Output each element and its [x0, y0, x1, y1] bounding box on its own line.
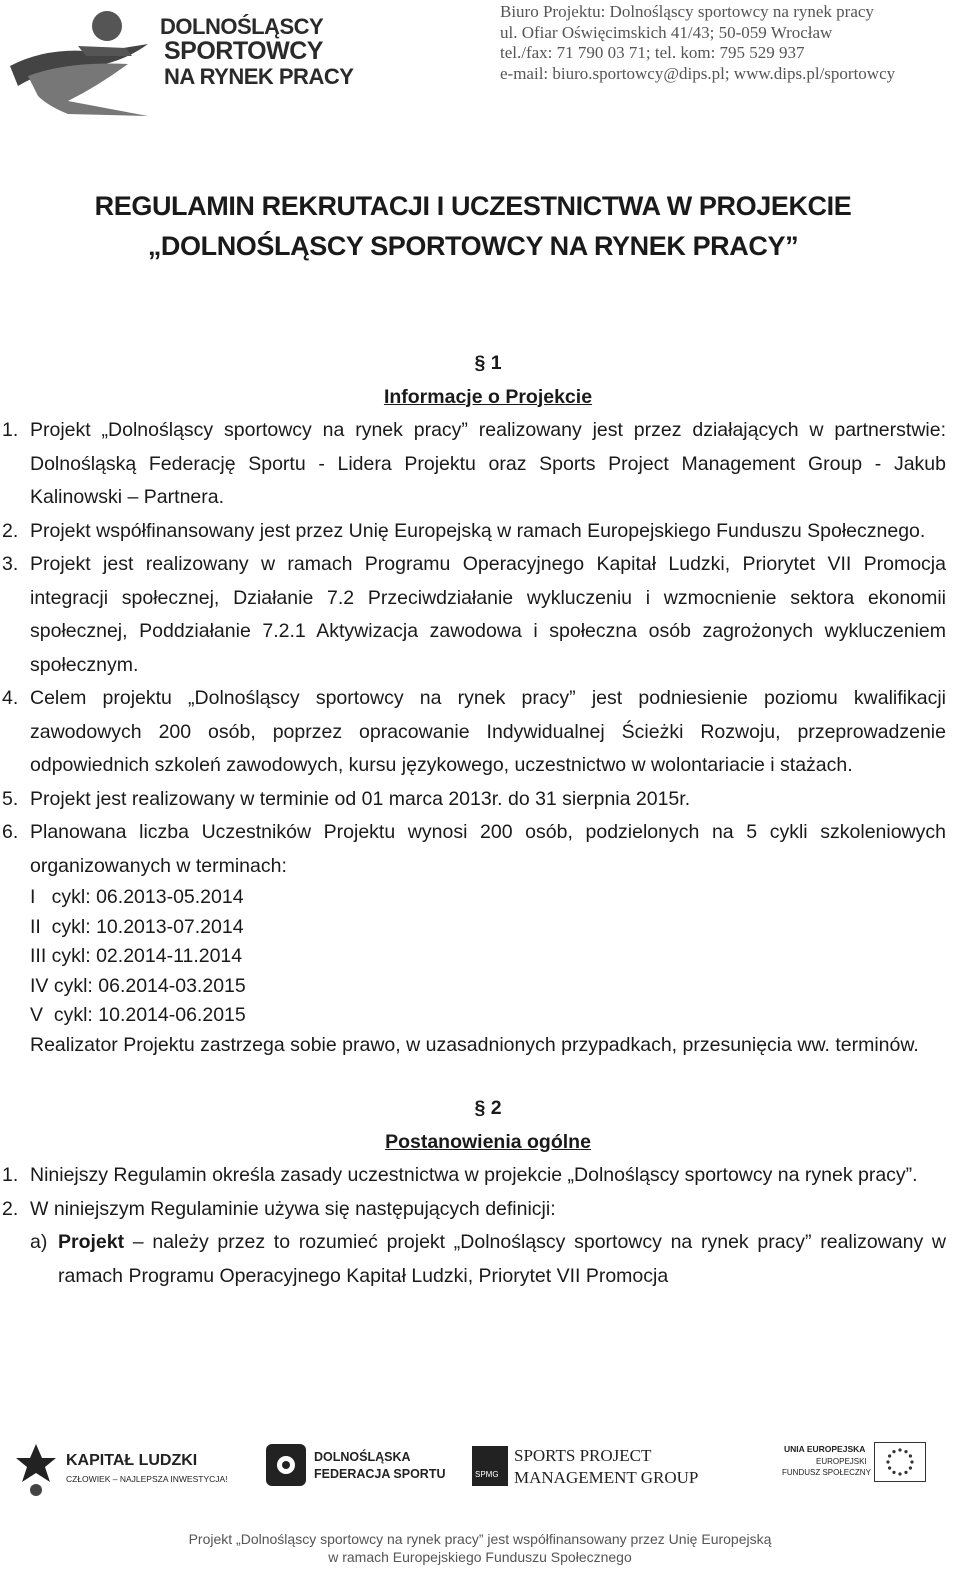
eu-line-3: FUNDUSZ SPOŁECZNY	[782, 1468, 871, 1477]
contact-address: ul. Ofiar Oświęcimskich 41/43; 50-059 Wrocław	[500, 22, 833, 42]
definition-item	[30, 1226, 946, 1293]
title-line-1: REGULAMIN REKRUTACJI I UCZESTNICTWA W PROJEKCIE	[94, 191, 852, 221]
cycle-5: V cykl: 10.2014-06.2015	[30, 1004, 246, 1026]
logo-line-3: NA RYNEK PRACY	[164, 64, 354, 89]
item-number: 1.	[2, 1164, 19, 1186]
item-text: Celem projektu „Dolnośląscy sportowcy na rynek pracy” jest podniesienie poziomu kwalifikacji zawodowych 200 osób, poprzez opracowanie Indywidualnej Ścieżki Rozwoju, przeprowadzenie odpowiednich szkoleń zawodowych, kursu językowego, uczestnictwo w wolontariacie i stażach.	[30, 687, 946, 776]
project-logo	[8, 6, 354, 116]
item-text: Projekt „Dolnośląscy sportowcy na rynek pracy” realizowany jest przez działających w partnerstwie: Dolnośląską Federację Sportu - Lidera Projektu oraz Sports Project Management Group - Jakub Kalinowski – Partnera.	[30, 419, 946, 508]
item-number: 2.	[2, 1197, 19, 1220]
section-2-number: § 2	[474, 1097, 502, 1119]
dfs-line-1: DOLNOŚLĄSKA	[314, 1450, 411, 1464]
kl-title: KAPITAŁ LUDZKI	[66, 1452, 198, 1469]
list-item	[2, 1159, 946, 1193]
list-item	[2, 548, 946, 682]
list-item	[2, 1193, 946, 1227]
list-item	[2, 515, 946, 549]
footer-note-line-2: w ramach Europejskiego Funduszu Społecznego	[328, 1549, 632, 1565]
eu-line-1: UNIA EUROPEJSKA	[784, 1444, 866, 1454]
spmg-mark-text: SPMG	[475, 1470, 499, 1479]
dfs-logo	[266, 1432, 456, 1512]
footer-note-line-1: Projekt „Dolnośląscy sportowcy na rynek pracy” jest współfinansowany przez Unię Europejską	[188, 1531, 772, 1547]
item-text: Projekt jest realizowany w ramach Programu Operacyjnego Kapitał Ludzki, Priorytet VII Promocja integracji społecznej, Działanie 7.2 Przeciwdziałanie wykluczeniu i wzmocnienie sektora ekonomii społecznej, Poddziałanie 7.2.1 Aktywizacja zawodowa i społeczna osób zagrożonych wykluczeniem społecznym.	[30, 553, 946, 676]
cycle-1: I cykl: 06.2013-05.2014	[30, 886, 244, 908]
cycle-note: Realizator Projektu zastrzega sobie prawo, w uzasadnionych przypadkach, przesunięcia ww. terminów.	[30, 1033, 919, 1056]
contact-block	[500, 2, 895, 84]
human-capital-icon	[14, 1440, 58, 1500]
partner-logos	[0, 1432, 960, 1522]
section-1-number: § 1	[474, 352, 502, 374]
document-title	[0, 186, 946, 266]
item-text: Planowana liczba Uczestników Projektu wynosi 200 osób, podzielonych na 5 cykli szkoleniowych organizowanych w terminach:	[30, 821, 946, 877]
title-line-2: „DOLNOŚLĄSCY SPORTOWCY NA RYNEK PRACY”	[147, 231, 799, 261]
spmg-logo	[472, 1432, 712, 1512]
contact-phone: tel./fax: 71 790 03 71; tel. kom: 795 529 937	[500, 43, 805, 62]
cycle-2: II cykl: 10.2013-07.2014	[30, 915, 244, 938]
item-text: Niniejszy Regulamin określa zasady uczestnictwa w projekcie „Dolnośląscy sportowcy na rynek pracy”.	[30, 1164, 918, 1186]
footer-note	[0, 1530, 960, 1566]
item-text: Projekt współfinansowany jest przez Unię Europejską w ramach Europejskiego Funduszu Społecznego.	[30, 519, 926, 542]
section-1-heading: Informacje o Projekcie	[383, 385, 593, 408]
section-2-heading: Postanowienia ogólne	[385, 1130, 591, 1153]
kapital-ludzki-logo	[14, 1432, 228, 1512]
list-item	[2, 783, 946, 817]
kl-slogan: CZŁOWIEK – NAJLEPSZA INWESTYCJA!	[66, 1474, 228, 1484]
definition-term: Projekt	[58, 1231, 125, 1253]
cycle-3: III cykl: 02.2014-11.2014	[30, 945, 243, 967]
item-number: 2.	[2, 519, 19, 542]
definition-letter: a)	[30, 1231, 48, 1253]
item-number: 6.	[2, 821, 19, 843]
dfs-line-2: FEDERACJA SPORTU	[314, 1467, 446, 1481]
spmg-line-2: MANAGEMENT GROUP	[514, 1468, 699, 1487]
item-number: 1.	[2, 419, 19, 441]
item-number: 3.	[2, 553, 19, 575]
logo-line-1: DOLNOŚLĄSCY	[160, 14, 324, 39]
contact-office: Biuro Projektu: Dolnośląscy sportowcy na rynek pracy	[500, 2, 874, 21]
eu-line-2: EUROPEJSKI	[816, 1457, 867, 1466]
definition-text: – należy przez to rozumieć projekt „Dolnośląscy sportowcy na rynek pracy” realizowany w ramach Programu Operacyjnego Kapitał Ludzki, Priorytet VII Promocja	[58, 1231, 946, 1287]
list-item	[2, 414, 946, 515]
sportsman-logo-icon	[8, 6, 158, 116]
document-body	[2, 347, 946, 1293]
spmg-mark	[472, 1446, 508, 1486]
contact-email: e-mail: biuro.sportowcy@dips.pl; www.dips.pl/sportowcy	[500, 63, 896, 83]
cycle-4: IV cykl: 06.2014-03.2015	[30, 974, 246, 997]
logo-wordmark	[160, 14, 353, 89]
item-number: 4.	[2, 687, 19, 709]
cycle-list	[30, 883, 946, 1060]
item-number: 5.	[2, 787, 19, 810]
dfs-emblem-icon	[266, 1444, 306, 1486]
list-item	[2, 816, 946, 883]
spmg-line-1: SPORTS PROJECT	[514, 1446, 652, 1465]
eu-logo	[780, 1432, 940, 1512]
logo-line-2: SPORTOWCY	[164, 37, 323, 65]
eu-flag-icon	[874, 1442, 926, 1482]
item-text: W niniejszym Regulaminie używa się następujących definicji:	[30, 1197, 556, 1220]
item-text: Projekt jest realizowany w terminie od 01 marca 2013r. do 31 sierpnia 2015r.	[30, 787, 691, 810]
letterhead	[0, 0, 960, 110]
list-item	[2, 682, 946, 783]
